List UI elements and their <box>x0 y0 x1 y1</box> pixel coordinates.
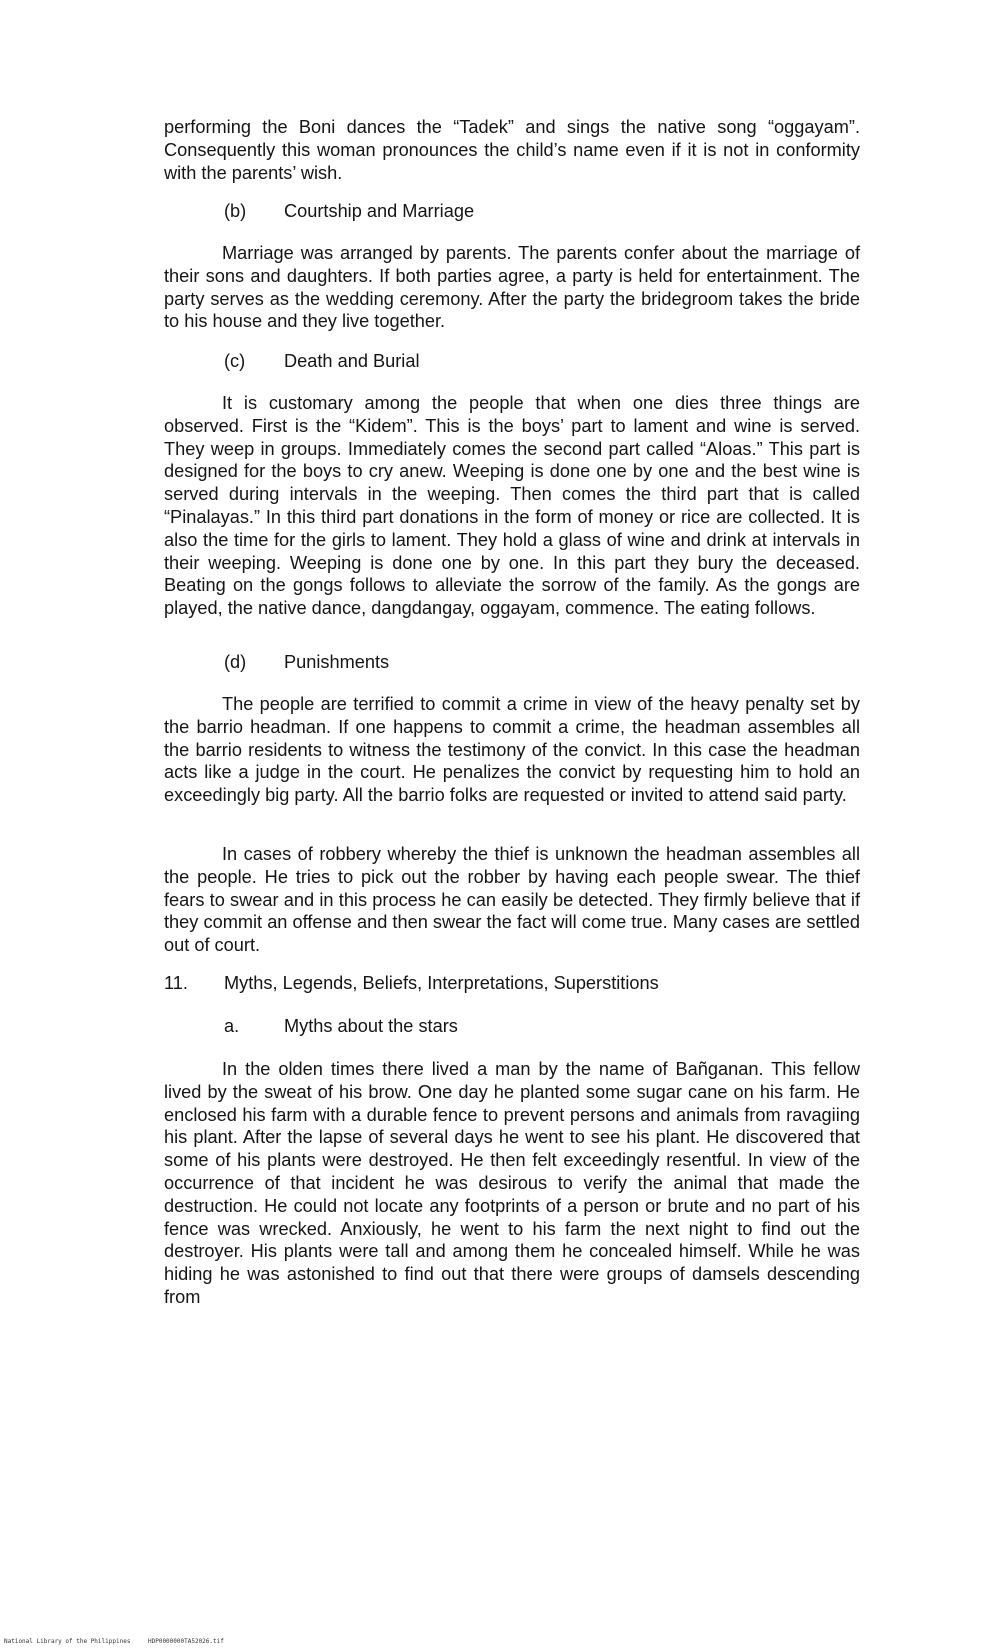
heading-text: Myths, Legends, Beliefs, Interpretations, Superstitions <box>224 973 659 993</box>
heading-marker: 11. <box>164 973 188 993</box>
paragraph-naming-continued: performing the Boni dances the “Tadek” and sings the native song “oggayam”. Consequently this woman pronounces the child’s name even if it is not in conformity with the parents’ wish. <box>164 117 860 183</box>
heading-marker: (d) <box>224 652 247 672</box>
paragraph-death-burial: It is customary among the people that when one dies three things are observed. First is the “Kidem”. This is the boys’ part to lament and wine is served. They weep in groups. Immediately comes the second part called “Aloas.” This part is designed for the boys to cry anew. Weeping is done one by one and the best wine is served during intervals in the weeping. Then comes the third part that is called “Pinalayas.” In this third part donations in the form of money or rice are collected. It is also the time for the girls to lament. They hold a glass of wine and drink at intervals in their weeping. Weeping is done one by one. In this part they bury the deceased. Beating on the gongs follows to alleviate the sorrow of the family. As the gongs are played, the native dance, dangdangay, oggayam, commence. The eating follows. <box>164 393 860 619</box>
heading-marker: a. <box>224 1016 240 1036</box>
heading-marker: (c) <box>224 351 246 371</box>
heading-text: Myths about the stars <box>284 1016 458 1036</box>
heading-text: Punishments <box>284 652 390 672</box>
footer-library-stamp: National Library of the Philippines <box>4 1638 131 1645</box>
heading-text: Courtship and Marriage <box>284 201 475 221</box>
paragraph-robbery: In cases of robbery whereby the thief is unknown the headman assembles all the people. He tries to pick out the robber by having each people swear. The thief fears to swear and in this process he can easily be detected. They firmly believe that if they commit an offense and then swear the fact will come true. Many cases are settled out of court. <box>164 844 860 956</box>
paragraph-myth-banganan: In the olden times there lived a man by the name of Bañganan. This fellow lived by the sweat of his brow. One day he planted some sugar cane on his farm. He enclosed his farm with a durable fence to prevent persons and animals from ravagiing his plant. After the lapse of several days he went to see his plant. He discovered that some of his plants were destroyed. He then felt exceedingly resentful. In view of the occurrence of that incident he was desirous to verify the animal that made the destruction. He could not locate any footprints of a person or brute and no part of his fence was wrecked. Anxiously, he went to his farm the next night to find out the destroyer. His plants were tall and among them he concealed himself. While he was hiding he was astonished to find out that there were groups of damsels descending from <box>164 1059 860 1307</box>
footer-file-id: HDP0000000TA52026.tif <box>148 1638 224 1645</box>
heading-marker: (b) <box>224 201 247 221</box>
paragraph-punishments: The people are terrified to commit a crime in view of the heavy penalty set by the barrio headman. If one happens to commit a crime, the headman assembles all the barrio residents to witness the testimony of the convict. In this case the headman acts like a judge in the court. He penalizes the convict by requesting him to hold an exceedingly big party. All the barrio folks are requested or invited to attend said party. <box>164 694 860 806</box>
paragraph-marriage: Marriage was arranged by parents. The parents confer about the marriage of their sons and daughters. If both parties agree, a party is held for entertainment. The party serves as the wedding ceremony. After the party the bridegroom takes the bride to his house and they live together. <box>164 243 860 332</box>
heading-text: Death and Burial <box>284 351 420 371</box>
